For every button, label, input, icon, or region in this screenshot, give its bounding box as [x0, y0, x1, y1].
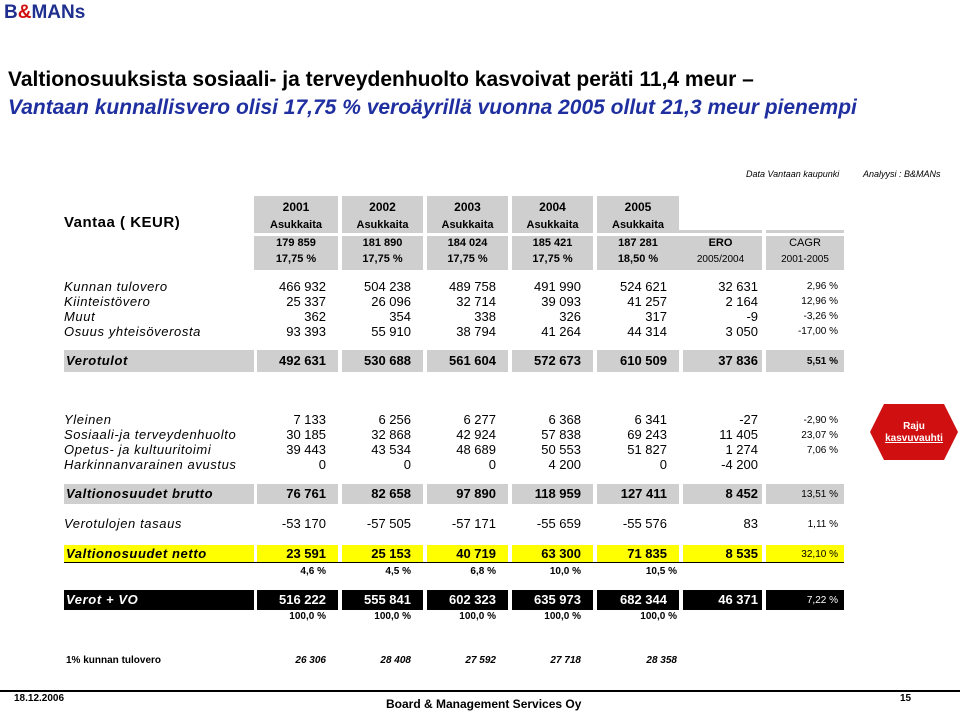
cell-ero: -9	[746, 309, 758, 324]
cell-ero: 37 836	[718, 353, 758, 368]
cell-value: 48 689	[456, 442, 496, 457]
cell-cagr: 2,96 %	[806, 281, 838, 292]
cell-value: 326	[559, 309, 581, 324]
cell-value: 40 719	[456, 546, 496, 561]
tax-rate: 17,75 %	[275, 253, 317, 265]
row-label: Kiinteistövero	[64, 294, 151, 309]
cell-value: 6 277	[463, 412, 496, 427]
cell-value: 28 408	[380, 655, 411, 666]
cell-pct: 10,0 %	[549, 566, 581, 577]
row-label: Verotulot	[66, 353, 128, 368]
cell-value: 466 932	[279, 279, 326, 294]
cell-value: 492 631	[279, 353, 326, 368]
cell-cagr: 13,51 %	[801, 489, 838, 500]
cell-value: 44 314	[627, 324, 667, 339]
cell-ero: 83	[743, 516, 758, 531]
source-data: Data Vantaan kaupunki	[746, 169, 840, 179]
year-header: 2003	[454, 200, 481, 214]
cell-value: 0	[403, 457, 411, 472]
cell-value: 561 604	[449, 353, 496, 368]
cell-value: 572 673	[534, 353, 581, 368]
row-label: Kunnan tulovero	[64, 279, 168, 294]
cell-cagr: -17,00 %	[797, 326, 838, 337]
row-label: Opetus- ja kultuuritoimi	[64, 442, 212, 457]
source-analysis: Analyysi : B&MANs	[863, 169, 941, 179]
row-label: Verot + VO	[66, 592, 139, 607]
year-header: 2004	[539, 200, 566, 214]
cell-value: -55 659	[536, 516, 581, 531]
row-underline	[64, 562, 844, 563]
cagr-period: 2001-2005	[781, 254, 829, 265]
cell-value: 32 714	[456, 294, 496, 309]
cell-value: 6 368	[548, 412, 581, 427]
population: 179 859	[276, 237, 316, 249]
cell-value: 317	[645, 309, 667, 324]
cell-ero: 8 535	[725, 546, 758, 561]
sublabel: Asukkaita	[612, 219, 664, 231]
cell-value: 530 688	[364, 353, 411, 368]
cell-cagr: 23,07 %	[801, 430, 838, 441]
cell-value: 63 300	[541, 546, 581, 561]
cell-pct: 100,0 %	[544, 611, 581, 622]
cell-value: 43 534	[371, 442, 411, 457]
cell-pct: 100,0 %	[640, 611, 677, 622]
cell-pct: 4,6 %	[300, 566, 326, 577]
cell-value: 516 222	[279, 592, 326, 607]
row-label: Osuus yhteisöverosta	[64, 324, 202, 339]
cell-value: 6 341	[634, 412, 667, 427]
cell-pct: 100,0 %	[374, 611, 411, 622]
cell-value: 0	[659, 457, 667, 472]
population: 184 024	[447, 237, 488, 249]
sublabel: Asukkaita	[441, 219, 494, 231]
header-label: Vantaa ( KEUR)	[64, 214, 181, 231]
cell-value: 25 153	[371, 546, 411, 561]
year-header: 2002	[369, 200, 396, 214]
cell-value: 28 358	[646, 655, 677, 666]
cell-value: 4 200	[548, 457, 581, 472]
tax-rate: 17,75 %	[362, 253, 403, 265]
page-title: Valtionosuuksista sosiaali- ja terveydenhuolto kasvoivat peräti 11,4 meur –	[8, 68, 754, 91]
cell-value: 491 990	[534, 279, 581, 294]
row-label: Sosiaali-ja terveydenhuolto	[64, 427, 237, 442]
row-label: Verotulojen tasaus	[64, 516, 182, 531]
cell-value: 338	[474, 309, 496, 324]
cell-value: 93 393	[286, 324, 326, 339]
cell-value: 26 306	[295, 655, 326, 666]
cell-value: 610 509	[620, 353, 667, 368]
cell-ero: 32 631	[718, 279, 758, 294]
tax-rate: 17,75 %	[447, 253, 488, 265]
population: 185 421	[532, 237, 573, 249]
cell-value: 524 621	[620, 279, 667, 294]
cell-value: 41 264	[541, 324, 581, 339]
cell-pct: 100,0 %	[459, 611, 496, 622]
cell-cagr: 5,51 %	[806, 356, 838, 367]
separator	[254, 233, 844, 236]
footer-page-number: 15	[900, 693, 912, 704]
callout-text: Raju kasvuvauhti	[885, 421, 943, 444]
population: 181 890	[362, 237, 403, 249]
cell-value: -57 505	[366, 516, 411, 531]
cell-value: 55 910	[371, 324, 411, 339]
cell-cagr: -2,90 %	[803, 415, 838, 426]
cell-cagr: 32,10 %	[801, 549, 838, 560]
cell-value: 354	[389, 309, 411, 324]
footer-divider	[0, 690, 960, 692]
cell-value: 0	[318, 457, 326, 472]
page-subtitle: Vantaan kunnallisvero olisi 17,75 % veroäyrillä vuonna 2005 ollut 21,3 meur pienempi	[8, 96, 857, 119]
cell-value: 41 257	[627, 294, 667, 309]
cell-value: 32 868	[371, 427, 411, 442]
year-header: 2001	[282, 200, 310, 214]
year-header: 2005	[624, 200, 652, 214]
row-label: Valtionosuudet brutto	[66, 486, 214, 501]
cell-value: 27 592	[465, 655, 496, 666]
cell-value: 71 835	[627, 546, 667, 561]
cell-value: -55 576	[622, 516, 667, 531]
cell-ero: 8 452	[725, 486, 758, 501]
cell-ero: 1 274	[725, 442, 758, 457]
cell-value: 23 591	[286, 546, 326, 561]
row-label: Yleinen	[64, 412, 112, 427]
cell-value: 30 185	[286, 427, 326, 442]
cell-cagr: 7,22 %	[806, 595, 838, 606]
cell-cagr: 12,96 %	[801, 296, 838, 307]
cell-value: 362	[304, 309, 326, 324]
cell-value: 127 411	[620, 486, 667, 501]
ero-period: 2005/2004	[696, 254, 745, 265]
cell-value: 97 890	[456, 486, 496, 501]
cell-value: 39 443	[286, 442, 326, 457]
cell-value: 82 658	[371, 486, 411, 501]
cell-value: 635 973	[534, 592, 581, 607]
row-label: 1% kunnan tulovero	[66, 655, 162, 666]
cell-value: 489 758	[449, 279, 496, 294]
sublabel: Asukkaita	[356, 219, 409, 231]
cell-value: 26 096	[371, 294, 411, 309]
cell-value: -57 171	[451, 516, 496, 531]
cell-value: 7 133	[293, 412, 326, 427]
footer-date: 18.12.2006	[14, 693, 65, 704]
cell-value: 57 838	[541, 427, 581, 442]
cell-value: 6 256	[378, 412, 411, 427]
logo: B&MANs	[4, 2, 86, 23]
cell-value: 42 924	[456, 427, 496, 442]
sublabel: Asukkaita	[270, 219, 322, 231]
cell-ero: -4 200	[721, 457, 758, 472]
population: 187 281	[618, 237, 658, 249]
tax-rate: 18,50 %	[617, 253, 659, 265]
cell-value: 504 238	[364, 279, 411, 294]
cell-cagr: 7,06 %	[806, 445, 838, 456]
cell-value: 118 959	[534, 486, 581, 501]
sublabel: Asukkaita	[526, 219, 579, 231]
row-label: Muut	[64, 309, 96, 324]
tax-rate: 17,75 %	[532, 253, 573, 265]
cell-ero: 3 050	[725, 324, 758, 339]
cell-ero: 46 371	[718, 592, 758, 607]
ero-header: ERO	[708, 237, 733, 249]
cell-pct: 6,8 %	[470, 566, 496, 577]
footer-company: Board & Management Services Oy	[386, 697, 582, 711]
cell-ero: 11 405	[719, 427, 758, 442]
cell-pct: 100,0 %	[289, 611, 326, 622]
cell-value: 555 841	[364, 592, 411, 607]
row-label: Valtionosuudet netto	[66, 546, 207, 561]
cell-value: 38 794	[456, 324, 496, 339]
cell-pct: 4,5 %	[385, 566, 411, 577]
cell-value: 602 323	[449, 592, 496, 607]
cell-ero: -27	[739, 412, 758, 427]
cell-value: 27 718	[550, 655, 581, 666]
cell-cagr: 1,11 %	[807, 519, 838, 530]
cell-value: 76 761	[286, 486, 326, 501]
cell-value: 39 093	[541, 294, 581, 309]
cell-value: 682 344	[620, 592, 667, 607]
cell-value: 69 243	[627, 427, 667, 442]
cell-value: 25 337	[286, 294, 326, 309]
cell-pct: 10,5 %	[645, 566, 677, 577]
cagr-header: CAGR	[789, 237, 821, 249]
cell-value: 50 553	[541, 442, 581, 457]
cell-cagr: -3,26 %	[803, 311, 838, 322]
row-label: Harkinnanvarainen avustus	[64, 457, 237, 472]
cell-ero: 2 164	[725, 294, 758, 309]
cell-value: 51 827	[627, 442, 667, 457]
cell-value: 0	[488, 457, 496, 472]
cell-value: -53 170	[281, 516, 326, 531]
